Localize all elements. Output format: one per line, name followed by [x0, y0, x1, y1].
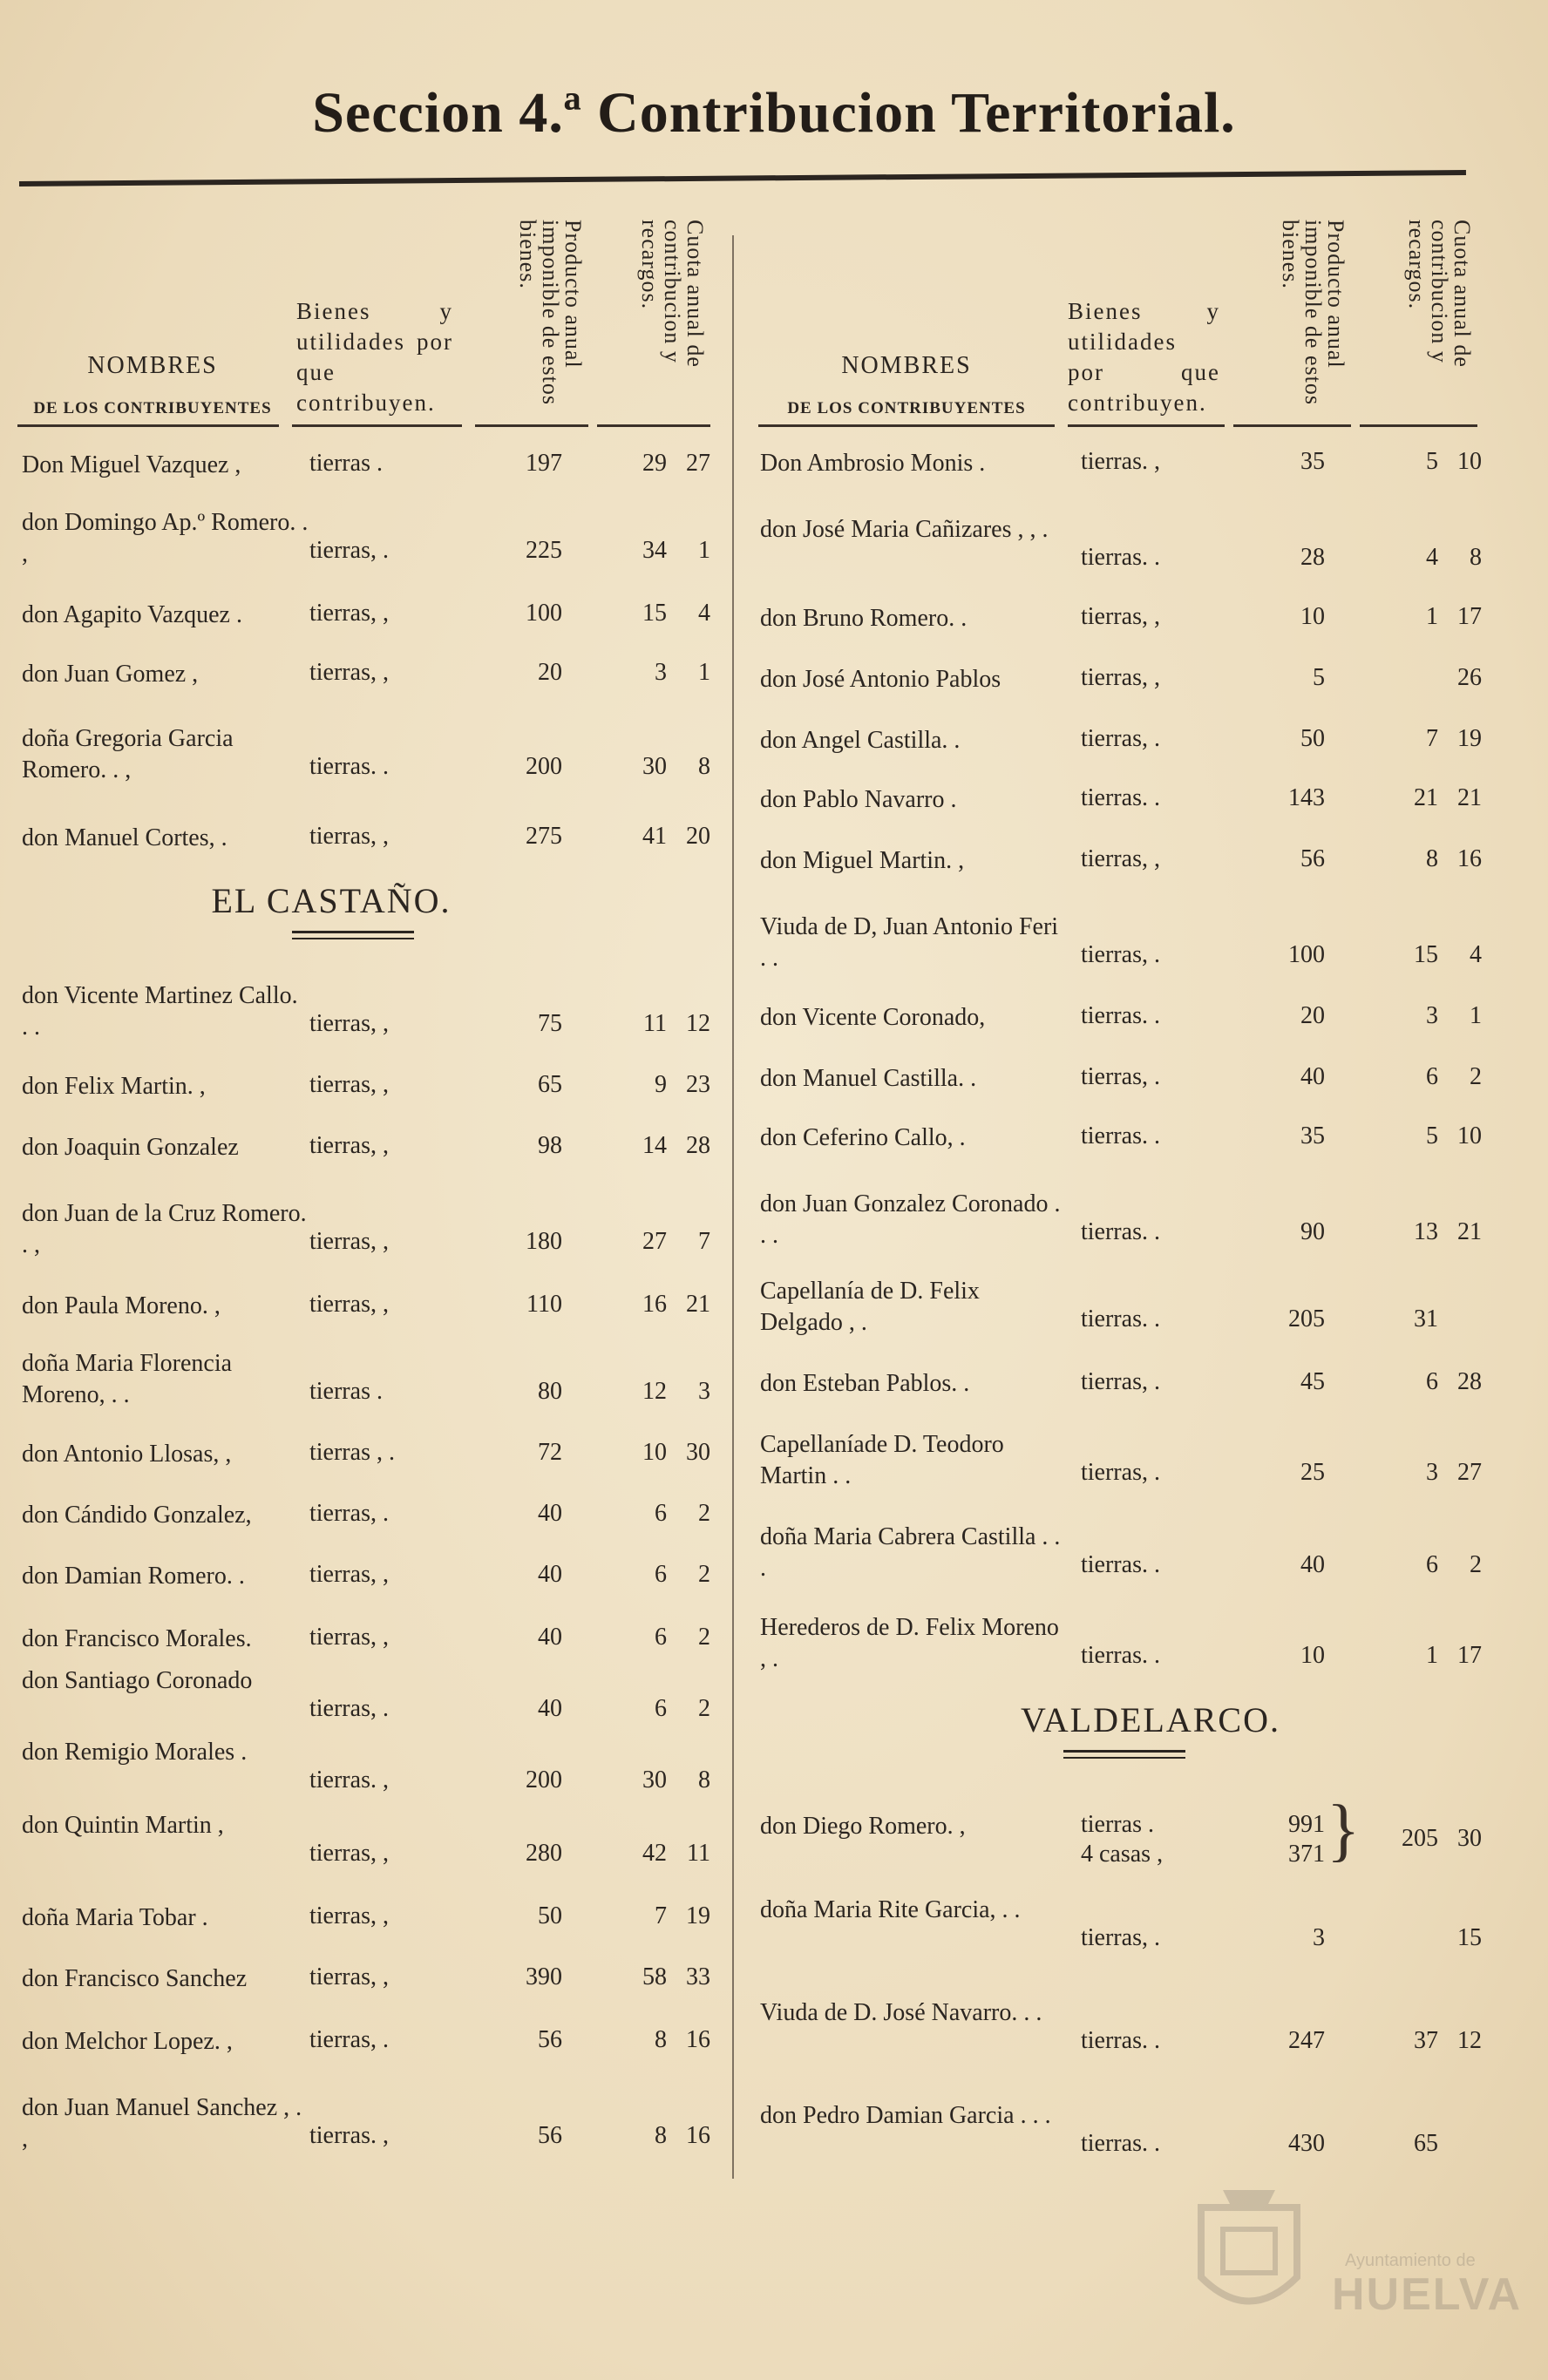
cuota-reales-cell: 6 [655, 1695, 667, 1722]
producto-cell: 65 [538, 1071, 562, 1098]
table-row [17, 2065, 715, 2160]
table-row [750, 884, 1490, 980]
header-names-sub: DE LOS CONTRIBUYENTES [787, 399, 1026, 417]
bienes-cell: tierras, , [309, 1071, 389, 1098]
contributor-name: don Diego Romero. , [760, 1813, 966, 1840]
header-cuota: Cuota anual de contribucion y recargos. [637, 220, 708, 368]
contributor-name: don Juan Manuel Sanchez , . , [22, 2094, 302, 2153]
table-row [750, 1963, 1490, 2065]
producto-cell: 430 [1288, 2130, 1325, 2157]
cuota-reales-cell: 5 [1426, 1122, 1438, 1149]
contributor-name: don Ceferino Callo, . [760, 1124, 966, 1151]
contributor-name: don Manuel Cortes, . [22, 824, 227, 851]
producto-cell: 225 [526, 537, 562, 564]
cuota-mrs-cell: 3 [698, 1378, 710, 1405]
bienes-cell: tierras, , [309, 1624, 389, 1651]
header-bienes: Bienes y utilidades por que contribuyen. [1068, 298, 1220, 416]
cuota-reales-cell: 15 [1414, 941, 1438, 968]
contributor-name: don Agapito Vazquez . [22, 601, 242, 628]
bienes-cell: tierras, . [309, 1695, 389, 1722]
column-divider [732, 235, 734, 2179]
cuota-mrs-cell: 2 [698, 1695, 710, 1722]
contributor-name: don José Maria Cañizares , , . [760, 516, 1049, 543]
bienes-cell: tierras, , [309, 1228, 389, 1255]
producto-cell: 20 [1300, 1002, 1325, 1029]
cuota-mrs-cell: 19 [1457, 725, 1482, 752]
bienes-cell: tierras, . [1081, 1459, 1160, 1486]
bienes-cell: tierras. . [1081, 1002, 1160, 1029]
bienes-cell: tierras. . [1081, 544, 1160, 571]
right-column [750, 209, 1490, 2157]
cuota-mrs-cell: 4 [1470, 941, 1482, 968]
contributor-name: don Juan Gomez , [22, 661, 199, 688]
cuota-reales-cell: 16 [642, 1291, 667, 1318]
watermark [1184, 2181, 1523, 2329]
contributor-name: don Cándido Gonzalez, [22, 1502, 252, 1529]
cuota-reales-cell: 58 [642, 1963, 667, 1990]
header-producto: Producto anual imponible de estos bienes. [1278, 220, 1348, 405]
table-row [17, 1416, 715, 1477]
cuota-mrs-cell: 27 [686, 450, 710, 477]
cuota-reales-cell: 41 [642, 823, 667, 850]
producto-cell: 45 [1300, 1368, 1325, 1395]
cuota-reales-cell: 14 [642, 1132, 667, 1159]
producto-cell: 991 [1288, 1811, 1325, 1838]
contributor-name: don Felix Martin. , [22, 1073, 206, 1100]
table-row [750, 823, 1490, 884]
cuota-mrs-cell: 2 [698, 1500, 710, 1527]
contributor-name: don Vicente Martinez Callo. . . [22, 982, 298, 1041]
contributor-name: Capellaníade D. Teodoro Martin . . [760, 1431, 1004, 1489]
table-row [17, 1599, 715, 1662]
bienes-cell: tierras, . [1081, 941, 1160, 968]
producto-cell: 5 [1313, 664, 1325, 691]
contributor-name: don Francisco Morales. [22, 1625, 252, 1652]
cuota-mrs-cell: 15 [1457, 1924, 1482, 1951]
cuota-reales-cell: 3 [655, 659, 667, 686]
contributor-name: Herederos de D. Felix Moreno , . [760, 1614, 1059, 1672]
cuota-mrs-cell: 21 [1457, 784, 1482, 811]
contributor-name: don Miguel Martin. , [760, 847, 965, 874]
producto-cell: 98 [538, 1132, 562, 1159]
cuota-reales-cell: 34 [642, 537, 667, 564]
contributor-name: don Juan Gonzalez Coronado . . . [760, 1190, 1061, 1249]
producto-cell: 25 [1300, 1459, 1325, 1486]
producto-cell: 275 [526, 823, 562, 850]
bienes-cell: tierras, . [1081, 1924, 1160, 1951]
table-row [17, 791, 715, 861]
table-row [17, 1048, 715, 1109]
header-names-sub: DE LOS CONTRIBUYENTES [33, 399, 272, 417]
bienes-cell: tierras, , [309, 1291, 389, 1318]
header-cuota: Cuota anual de contribucion y recargos. [1404, 220, 1475, 368]
table-row [750, 980, 1490, 1041]
bienes-cell: tierras, . [1081, 725, 1160, 752]
table-row [17, 1538, 715, 1599]
cuota-mrs-cell: 1 [1470, 1002, 1482, 1029]
cuota-reales-cell: 65 [1414, 2130, 1438, 2157]
contributor-name: doña Maria Tobar . [22, 1904, 208, 1931]
table-row [17, 427, 715, 488]
contributor-name: Viuda de D, Juan Antonio Feri . . [760, 913, 1059, 972]
cuota-mrs-cell: 2 [1470, 1063, 1482, 1090]
cuota-mrs-cell: 8 [698, 1766, 710, 1793]
cuota-mrs-cell: 28 [686, 1132, 710, 1159]
cuota-reales-cell: 21 [1414, 784, 1438, 811]
cuota-reales-cell: 8 [655, 2026, 667, 2053]
cuota-reales-cell: 15 [642, 600, 667, 627]
producto-cell: 40 [538, 1561, 562, 1588]
cuota-mrs-cell: 2 [698, 1624, 710, 1651]
cuota-reales-cell: 4 [1426, 544, 1438, 571]
contributor-name: don Esteban Pablos. . [760, 1370, 970, 1397]
bienes-cell: tierras . [1081, 1811, 1154, 1838]
cuota-mrs-cell: 26 [1457, 664, 1482, 691]
producto-cell: 40 [1300, 1063, 1325, 1090]
left-table-header [17, 209, 715, 427]
bienes-cell: tierras. , [309, 1766, 389, 1793]
producto-cell: 80 [538, 1378, 562, 1405]
bienes-cell: tierras, , [309, 1132, 389, 1159]
table-row [750, 641, 1490, 702]
bienes-cell: tierras. . [1081, 784, 1160, 811]
cuota-mrs-cell: 16 [686, 2122, 710, 2149]
cuota-mrs-cell: 16 [1457, 845, 1482, 872]
contributor-name: don Pablo Navarro . [760, 786, 957, 813]
bienes-cell: tierras. . [1081, 1551, 1160, 1578]
cuota-mrs-cell: 2 [1470, 1551, 1482, 1578]
cuota-mrs-cell: 4 [698, 600, 710, 627]
cuota-mrs-cell: 10 [1457, 448, 1482, 475]
bienes-cell: tierras, . [309, 537, 389, 564]
cuota-mrs-cell: 17 [1457, 1642, 1482, 1669]
cuota-mrs-cell: 2 [698, 1561, 710, 1588]
producto-cell: 143 [1288, 784, 1325, 811]
cuota-reales-cell: 205 [1402, 1825, 1438, 1852]
table-row [17, 1878, 715, 1941]
cuota-reales-cell: 13 [1414, 1218, 1438, 1245]
table-row [17, 488, 715, 575]
cuota-mrs-cell: 8 [1470, 544, 1482, 571]
table-row [750, 1041, 1490, 1102]
producto-cell: 200 [526, 753, 562, 780]
cuota-mrs-cell: 20 [686, 823, 710, 850]
table-row [17, 638, 715, 697]
table-row [17, 2002, 715, 2065]
table-row [17, 1941, 715, 2002]
cuota-mrs-cell: 30 [1457, 1825, 1482, 1852]
table-row [750, 702, 1490, 763]
producto-cell: 3 [1313, 1924, 1325, 1951]
producto-cell: 180 [526, 1228, 562, 1255]
contributor-name: don Joaquin Gonzalez [22, 1134, 239, 1161]
producto-cell: 110 [526, 1291, 562, 1318]
bienes-cell: tierras. . [1081, 1122, 1160, 1149]
table-row [750, 1407, 1490, 1497]
bienes-cell: tierras, , [1081, 845, 1160, 872]
table-row [750, 1879, 1490, 1963]
contributor-name: doña Gregoria Garcia Romero. . , [22, 725, 234, 783]
contributor-name: don Paula Moreno. , [22, 1292, 221, 1319]
cuota-reales-cell: 31 [1414, 1305, 1438, 1332]
bienes-cell: tierras, , [1081, 664, 1160, 691]
contributor-name: don Juan de la Cruz Romero. . , [22, 1200, 307, 1258]
bienes-cell: tierras , . [309, 1439, 395, 1466]
contributor-name: don Domingo Ap.º Romero. . , [22, 509, 309, 567]
cuota-reales-cell: 3 [1426, 1002, 1438, 1029]
bienes-cell: tierras. . [1081, 1218, 1160, 1245]
cuota-reales-cell: 6 [1426, 1551, 1438, 1578]
cuota-mrs-cell: 16 [686, 2026, 710, 2053]
left-column [17, 209, 715, 2153]
cuota-mrs-cell: 12 [1457, 2027, 1482, 2054]
table-row [17, 1329, 715, 1416]
table-row [750, 2065, 1490, 2168]
table-row [750, 1774, 1490, 1879]
table-row [750, 763, 1490, 823]
table-row [750, 1344, 1490, 1407]
cuota-reales-cell: 6 [655, 1561, 667, 1588]
cuota-mrs-cell: 28 [1457, 1368, 1482, 1395]
producto-cell: 20 [538, 659, 562, 686]
cuota-mrs-cell: 11 [687, 1840, 710, 1867]
bienes-cell: tierras, . [1081, 1368, 1160, 1395]
bienes-cell: tierras, , [309, 600, 389, 627]
bienes-cell: tierras. . [1081, 2027, 1160, 2054]
cuota-reales-cell: 7 [1426, 725, 1438, 752]
producto-cell: 100 [526, 600, 562, 627]
producto-cell: 205 [1288, 1305, 1325, 1332]
bienes-cell: tierras, , [309, 1902, 389, 1929]
producto-cell: 35 [1300, 448, 1325, 475]
cuota-reales-cell: 30 [642, 753, 667, 780]
table-row [750, 1257, 1490, 1344]
section-title: EL CASTAÑO. [211, 881, 452, 920]
section-rule [1063, 1750, 1185, 1759]
table-row [750, 486, 1490, 582]
contributor-name: Don Ambrosio Monis . [760, 450, 986, 477]
page-title: Seccion 4.ª Contribucion Territorial. [312, 81, 1236, 145]
producto-cell: 75 [538, 1010, 562, 1037]
bienes-cell: tierras . [309, 1378, 383, 1405]
watermark-small-text: Ayuntamiento de [1345, 2251, 1476, 2270]
cuota-mrs-cell: 1 [698, 659, 710, 686]
contributor-name: Viuda de D. José Navarro. . . [760, 1999, 1042, 2026]
bienes-cell: tierras, , [309, 823, 389, 850]
table-row [17, 575, 715, 638]
producto-cell: 40 [538, 1695, 562, 1722]
contributor-name: don Manuel Castilla. . [760, 1065, 977, 1092]
cuota-mrs-cell: 33 [686, 1963, 710, 1990]
bienes-cell: tierras . [309, 450, 383, 477]
header-names: NOMBRES DE LOS CONTRIBUYENTES [17, 352, 288, 418]
bienes-cell: tierras. . [1081, 1305, 1160, 1332]
bienes-cell: tierras, , [1081, 603, 1160, 630]
table-row [17, 1733, 715, 1805]
producto-cell: 72 [538, 1439, 562, 1466]
bienes-cell: tierras. , [309, 2122, 389, 2149]
contributor-name: doña Maria Cabrera Castilla . . . [760, 1523, 1061, 1582]
cuota-reales-cell: 1 [1426, 1642, 1438, 1669]
contributor-name: don Francisco Sanchez [22, 1965, 248, 1992]
contributor-name: don Remigio Morales . [22, 1739, 248, 1766]
producto-cell: 56 [538, 2122, 562, 2149]
cuota-reales-cell: 29 [642, 450, 667, 477]
producto-cell: 197 [526, 450, 562, 477]
cuota-reales-cell: 10 [642, 1439, 667, 1466]
watermark-big-text: HUELVA [1332, 2269, 1523, 2320]
producto-cell: 40 [538, 1500, 562, 1527]
cuota-mrs-cell: 21 [686, 1291, 710, 1318]
cuota-reales-cell: 3 [1426, 1459, 1438, 1486]
cuota-mrs-cell: 1 [698, 537, 710, 564]
cuota-reales-cell: 7 [655, 1902, 667, 1929]
table-row [17, 961, 715, 1048]
producto-cell: 56 [538, 2026, 562, 2053]
bienes-cell: tierras. . [309, 753, 389, 780]
brace-mark: } [1327, 1792, 1361, 1868]
table-row [750, 1102, 1490, 1161]
table-row [17, 1662, 715, 1733]
title-rule [19, 170, 1466, 186]
contributor-name: doña Maria Florencia Moreno, . . [22, 1350, 233, 1408]
producto-cell: 35 [1300, 1122, 1325, 1149]
producto-cell: 90 [1300, 1218, 1325, 1245]
table-row [17, 1477, 715, 1538]
producto-cell: 40 [1300, 1551, 1325, 1578]
section-rule [292, 931, 414, 939]
contributor-name: don Quintin Martin , [22, 1812, 224, 1839]
cuota-reales-cell: 11 [643, 1010, 667, 1037]
bienes-cell: tierras, , [309, 1010, 389, 1037]
cuota-mrs-cell: 8 [698, 753, 710, 780]
producto-cell: 50 [1300, 725, 1325, 752]
table-row [750, 1590, 1490, 1680]
cuota-reales-cell: 8 [655, 2122, 667, 2149]
bienes-cell: tierras, , [309, 1963, 389, 1990]
header-names: NOMBRES DE LOS CONTRIBUYENTES [758, 352, 1055, 418]
cuota-reales-cell: 12 [642, 1378, 667, 1405]
contributor-name: don Bruno Romero. . [760, 605, 968, 632]
bienes-cell: tierras. . [1081, 2130, 1160, 2157]
contributor-name: doña Maria Rite Garcia, . . [760, 1896, 1021, 1923]
producto-cell: 371 [1288, 1841, 1325, 1868]
cuota-mrs-cell: 17 [1457, 603, 1482, 630]
bienes-cell: tierras, , [309, 659, 389, 686]
producto-cell: 10 [1300, 1642, 1325, 1669]
cuota-reales-cell: 42 [642, 1840, 667, 1867]
section-title: VALDELARCO. [1021, 1700, 1280, 1739]
crest-icon [1184, 2181, 1314, 2329]
producto-cell: 390 [526, 1963, 562, 1990]
cuota-reales-cell: 6 [1426, 1368, 1438, 1395]
cuota-reales-cell: 30 [642, 1766, 667, 1793]
cuota-reales-cell: 5 [1426, 448, 1438, 475]
cuota-reales-cell: 6 [655, 1624, 667, 1651]
contributor-name: don Vicente Coronado, [760, 1004, 986, 1031]
header-bienes: Bienes y utilidades por que contribuyen. [296, 298, 453, 416]
bienes-cell: tierras, . [1081, 1063, 1160, 1090]
table-row [750, 427, 1490, 486]
bienes-cell: tierras. . [1081, 1642, 1160, 1669]
contributor-name: Don Miguel Vazquez , [22, 451, 241, 478]
producto-cell: 40 [538, 1624, 562, 1651]
cuota-reales-cell: 8 [1426, 845, 1438, 872]
contributor-name: don Melchor Lopez. , [22, 2028, 233, 2055]
cuota-reales-cell: 1 [1426, 603, 1438, 630]
table-row [17, 1266, 715, 1329]
bienes-cell: tierras, , [309, 1561, 389, 1588]
cuota-reales-cell: 37 [1414, 2027, 1438, 2054]
right-table-header [750, 209, 1490, 427]
contributor-name: don Santiago Coronado [22, 1667, 253, 1694]
contributor-name: don Pedro Damian Garcia . . . [760, 2102, 1051, 2129]
bienes-cell: tierras, . [309, 2026, 389, 2053]
cuota-mrs-cell: 12 [686, 1010, 710, 1037]
cuota-reales-cell: 27 [642, 1228, 667, 1255]
producto-cell: 56 [1300, 845, 1325, 872]
contributor-name: don Antonio Llosas, , [22, 1441, 232, 1468]
cuota-mrs-cell: 27 [1457, 1459, 1482, 1486]
cuota-mrs-cell: 7 [698, 1228, 710, 1255]
table-row [750, 1161, 1490, 1257]
producto-cell: 247 [1288, 2027, 1325, 2054]
producto-cell: 280 [526, 1840, 562, 1867]
table-row [750, 1497, 1490, 1590]
bienes-cell: tierras, , [309, 1840, 389, 1867]
cuota-reales-cell: 9 [655, 1071, 667, 1098]
contributor-name: don Angel Castilla. . [760, 727, 961, 754]
cuota-mrs-cell: 23 [686, 1071, 710, 1098]
table-row [17, 1170, 715, 1266]
cuota-mrs-cell: 19 [686, 1902, 710, 1929]
cuota-mrs-cell: 30 [686, 1439, 710, 1466]
table-row [17, 1805, 715, 1878]
producto-cell: 200 [526, 1766, 562, 1793]
producto-cell: 100 [1288, 941, 1325, 968]
table-row [17, 697, 715, 791]
bienes-cell: tierras, . [309, 1500, 389, 1527]
cuota-mrs-cell: 10 [1457, 1122, 1482, 1149]
table-row [17, 1109, 715, 1170]
table-row [750, 582, 1490, 641]
header-producto: Producto anual imponible de estos bienes. [515, 220, 586, 405]
bienes-cell: tierras. , [1081, 448, 1160, 475]
bienes-cell: 4 casas , [1081, 1841, 1164, 1868]
contributor-name: don Damian Romero. . [22, 1563, 245, 1590]
cuota-mrs-cell: 21 [1457, 1218, 1482, 1245]
producto-cell: 28 [1300, 544, 1325, 571]
contributor-name: Capellanía de D. Felix Delgado , . [760, 1278, 980, 1336]
producto-cell: 50 [538, 1902, 562, 1929]
cuota-reales-cell: 6 [655, 1500, 667, 1527]
contributor-name: don José Antonio Pablos [760, 666, 1001, 693]
producto-cell: 10 [1300, 603, 1325, 630]
cuota-reales-cell: 6 [1426, 1063, 1438, 1090]
